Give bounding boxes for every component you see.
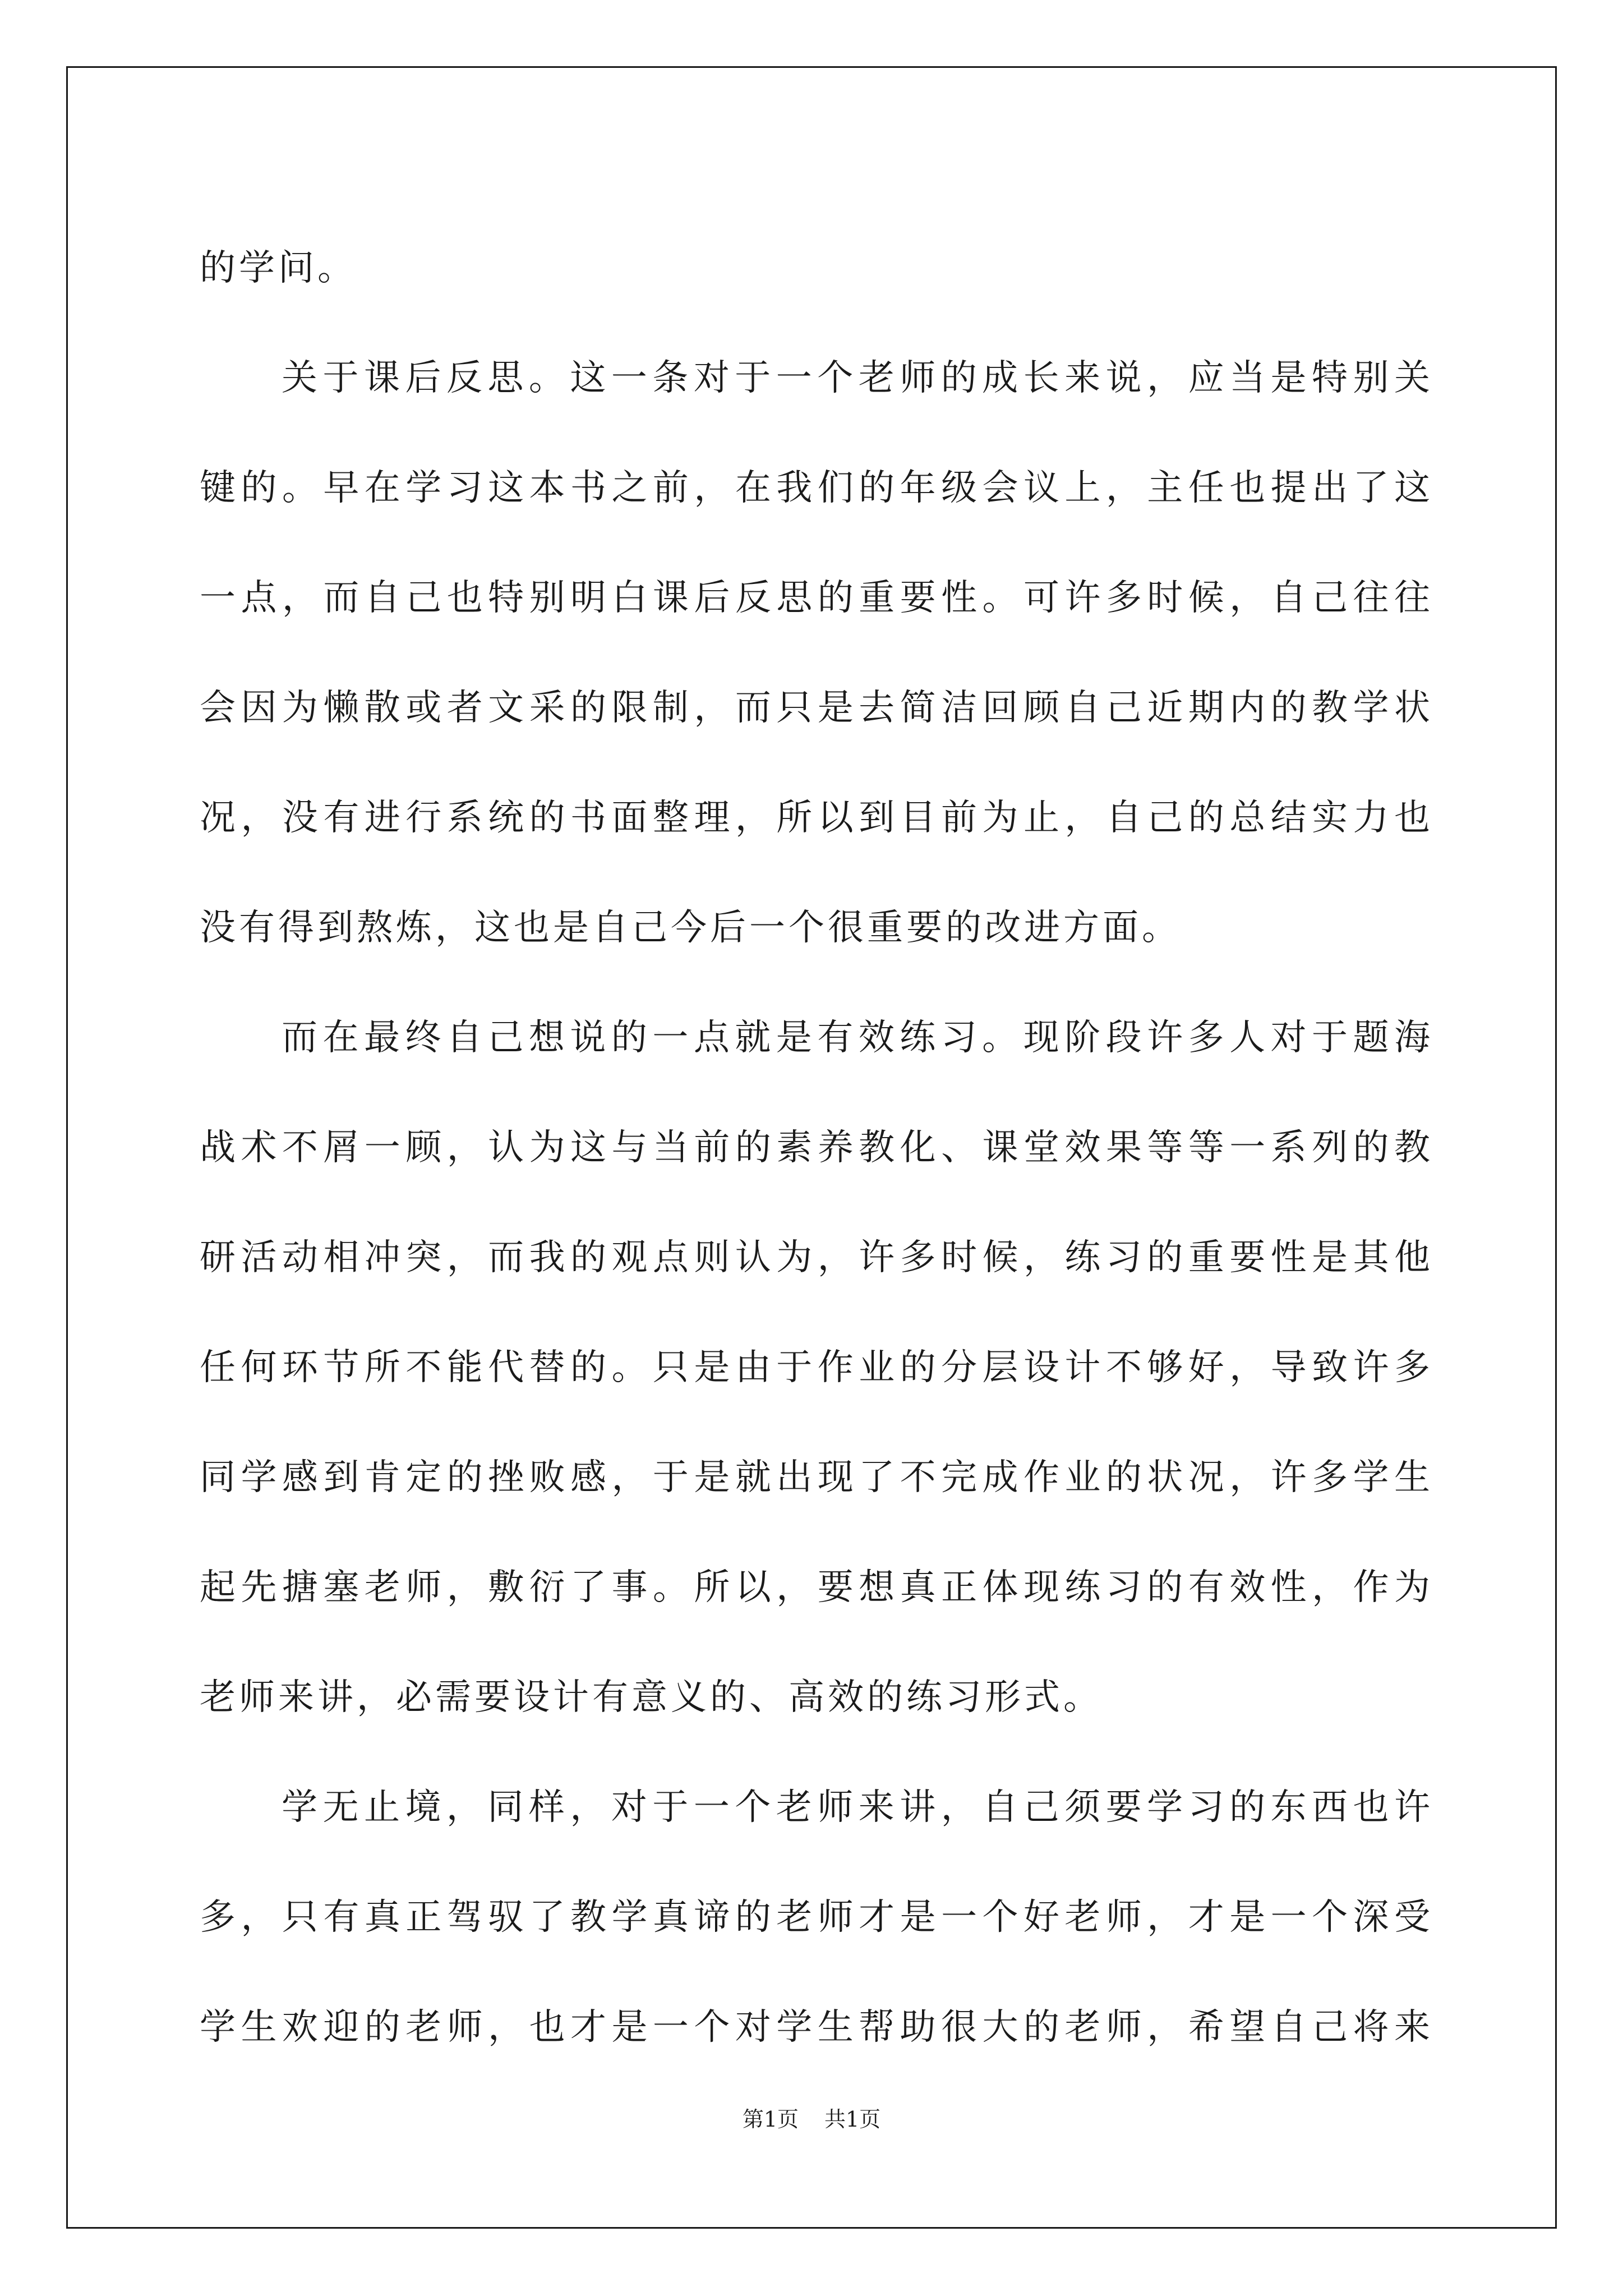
- text-line: 没有得到熬炼，这也是自己今后一个很重要的改进方面。: [200, 907, 1181, 949]
- text-line: 关于课后反思。这一条对于一个老师的成长来说，应当是特别关: [282, 357, 1433, 399]
- document-body: [200, 213, 1433, 2082]
- text-line: 而在最终自己想说的一点就是有效练习。现阶段许多人对于题海: [282, 1017, 1433, 1059]
- text-line: 键的。早在学习这本书之前，在我们的年级会议上，主任也提出了这: [200, 467, 1433, 509]
- text-line: 学无止境，同样，对于一个老师来讲，自己须要学习的东西也许: [282, 1787, 1433, 1828]
- text-line: 起先搪塞老师，敷衍了事。所以，要想真正体现练习的有效性，作为: [200, 1567, 1433, 1608]
- text-line: 会因为懒散或者文采的限制，而只是去简洁回顾自己近期内的教学状: [200, 687, 1433, 729]
- text-line: 老师来讲，必需要设计有意义的、高效的练习形式。: [200, 1677, 1103, 1718]
- page-number: 第1页: [742, 2107, 799, 2132]
- text-line: 战术不屑一顾，认为这与当前的素养教化、课堂效果等等一系列的教: [200, 1127, 1433, 1168]
- text-line: 多，只有真正驾驭了教学真谛的老师才是一个好老师，才是一个深受: [200, 1897, 1433, 1938]
- text-line: 的学问。: [200, 247, 357, 289]
- text-line: 同学感到肯定的挫败感，于是就出现了不完成作业的状况，许多学生: [200, 1457, 1433, 1498]
- page-footer: [0, 2102, 1623, 2136]
- text-line: 研活动相冲突，而我的观点则认为，许多时候，练习的重要性是其他: [200, 1237, 1433, 1278]
- text-line: 任何环节所不能代替的。只是由于作业的分层设计不够好，导致许多: [200, 1347, 1433, 1388]
- text-line: 一点，而自己也特别明白课后反思的重要性。可许多时候，自己往往: [200, 577, 1433, 619]
- text-line: 学生欢迎的老师，也才是一个对学生帮助很大的老师，希望自己将来: [200, 2007, 1433, 2048]
- page-total: 共1页: [824, 2107, 881, 2132]
- text-line: 况，没有进行系统的书面整理，所以到目前为止，自己的总结实力也: [200, 797, 1433, 839]
